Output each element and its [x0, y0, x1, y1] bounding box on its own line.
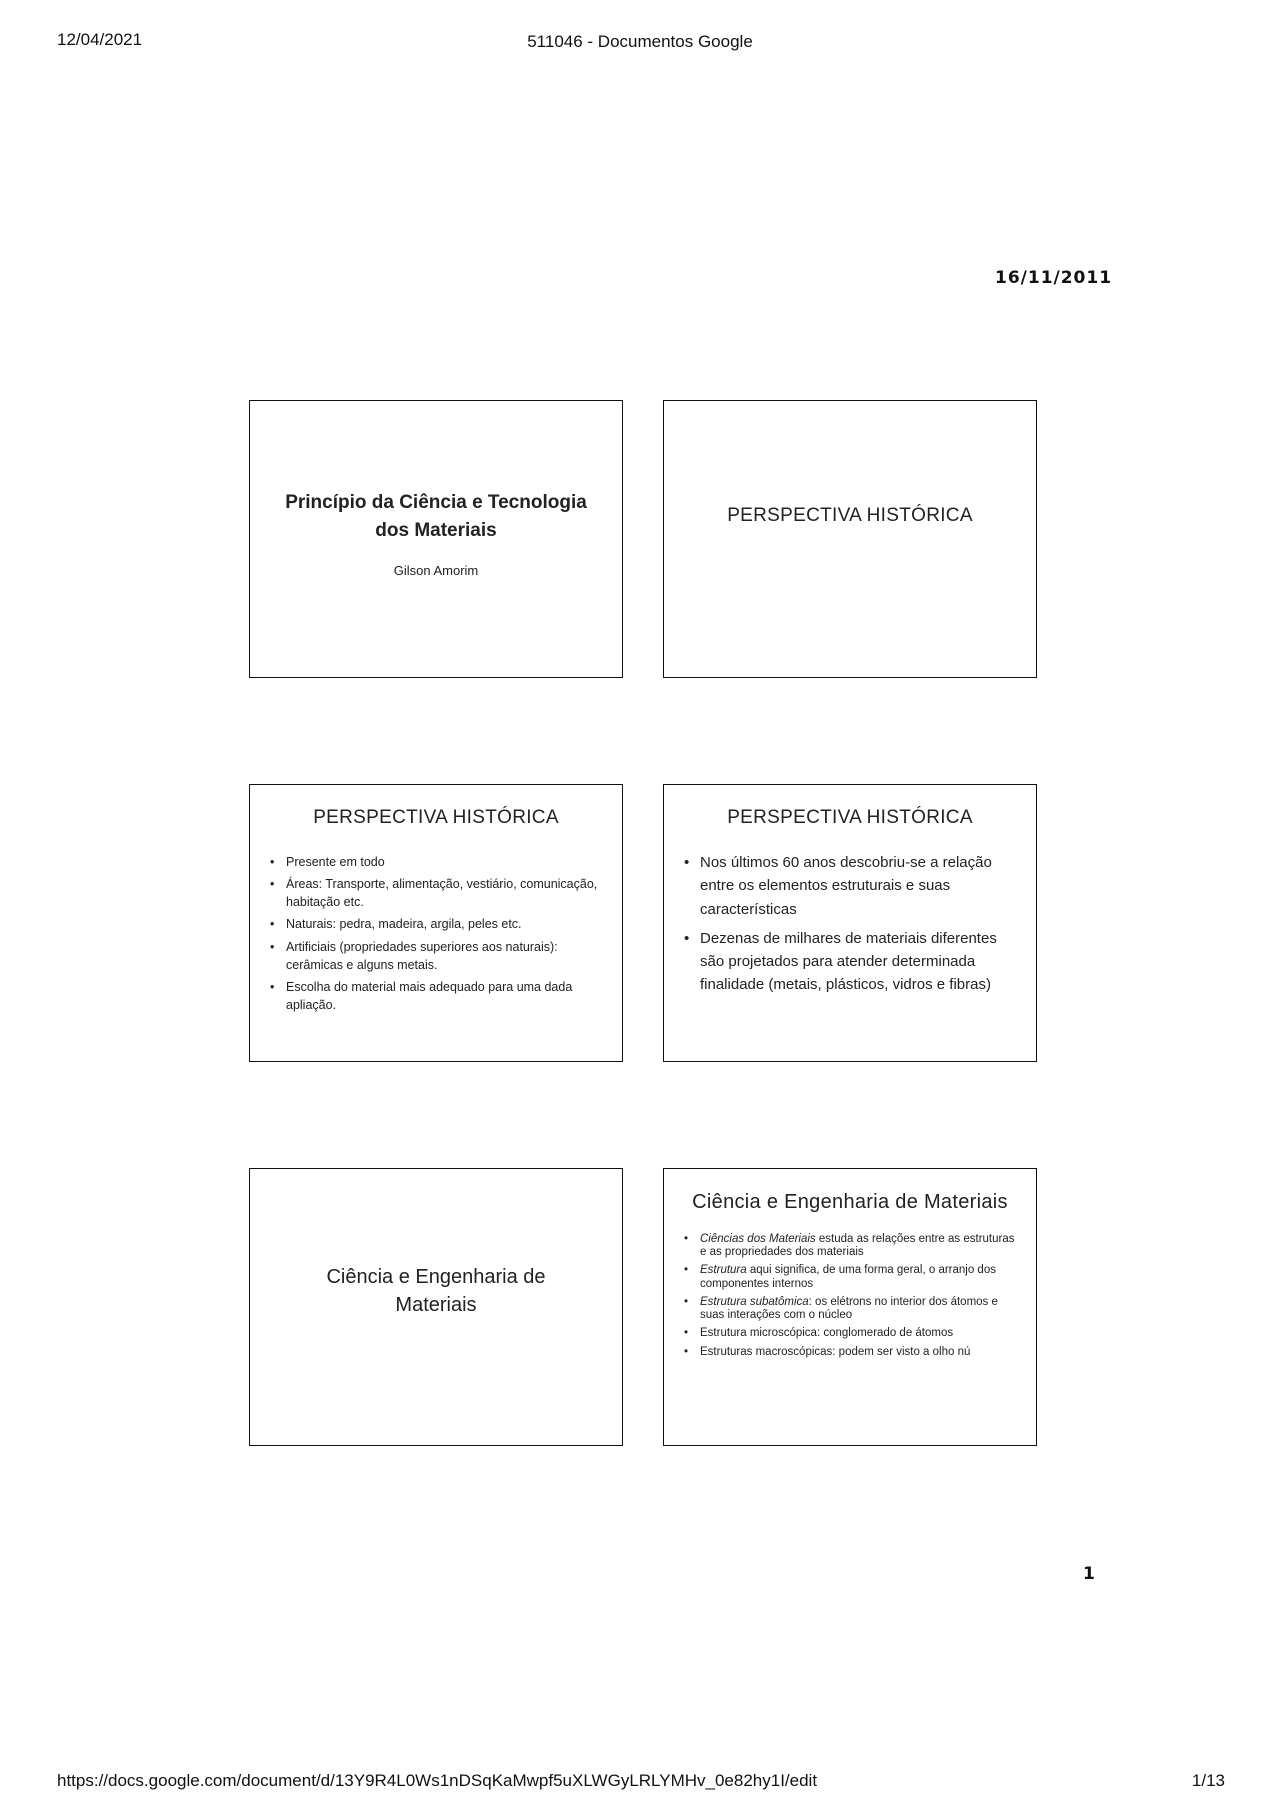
document-date: 16/11/2011 [995, 268, 1113, 288]
slide-5-title-line2: Materiais [395, 1294, 477, 1316]
slide-6-title: Ciência e Engenharia de Materiais [692, 1191, 1008, 1213]
slide-2 [663, 400, 1037, 678]
list-item-text: Estrutura microscópica: conglomerado de átomos [700, 1327, 954, 1340]
slide-5-title-line1: Ciência e Engenharia de [326, 1266, 546, 1288]
list-item: • Nos últimos 60 anos descobriu-se a relação entre os elementos estruturais e suas características [684, 851, 1014, 921]
slide-5-title [250, 1263, 622, 1319]
slide-2-title: PERSPECTIVA HISTÓRICA [727, 505, 973, 526]
list-item-emphasis: Estrutura [700, 1264, 747, 1277]
print-date: 12/04/2021 [57, 30, 143, 49]
list-item: • Áreas: Transporte, alimentação, vestiário, comunicação, habitação etc. [270, 875, 600, 911]
list-item: • Naturais: pedra, madeira, argila, peles etc. [270, 915, 600, 933]
list-item: • Artificiais (propriedades superiores aos naturais): cerâmicas e alguns metais. [270, 938, 600, 974]
list-item: • Escolha do material mais adequado para uma dada apliação. [270, 978, 600, 1014]
list-item-text: aqui significa, de uma forma geral, o arranjo dos componentes internos [700, 1264, 996, 1290]
list-item-text: estuda as relações entre as estruturas e as propriedades dos materiais [700, 1233, 1015, 1259]
slide-1-title [250, 489, 622, 544]
slide-3 [249, 784, 623, 1062]
list-item [684, 1346, 1024, 1359]
slide-1-title-line2: dos Materiais [375, 519, 497, 541]
slide-1-title-line1: Princípio da Ciência e Tecnologia [285, 492, 587, 513]
list-item: • Presente em todo [270, 853, 600, 871]
slide-1-author: Gilson Amorim [393, 563, 479, 578]
slide-5 [249, 1168, 623, 1446]
print-page-counter: 1/13 [1191, 1771, 1225, 1790]
slide-3-bullet-list [270, 853, 600, 1018]
list-item-emphasis: Estrutura subatômica [700, 1295, 809, 1308]
list-item-emphasis: Ciências dos Materiais [700, 1233, 816, 1245]
slide-4 [663, 784, 1037, 1062]
document-page-number: 1 [1083, 1564, 1095, 1584]
list-item [684, 1264, 1024, 1290]
slide-4-bullet-list [684, 851, 1014, 1003]
slide-6-bullet-list [684, 1233, 1024, 1364]
list-item [684, 1233, 1024, 1259]
slide-3-title: PERSPECTIVA HISTÓRICA [313, 807, 559, 828]
list-item-text: Estruturas macroscópicas: podem ser visto a olho nú [700, 1345, 971, 1358]
list-item [684, 1327, 1024, 1340]
slide-6 [663, 1168, 1037, 1446]
print-title: 511046 - Documentos Google [527, 32, 753, 51]
list-item: • Dezenas de milhares de materiais diferentes são projetados para atender determinada finalidade (metais, plásticos, vidros e fibras) [684, 927, 1014, 997]
list-item [684, 1296, 1024, 1322]
slide-4-title: PERSPECTIVA HISTÓRICA [727, 807, 973, 828]
list-item-text: : os elétrons no interior dos átomos e suas interações com o núcleo [700, 1295, 998, 1322]
print-url: https://docs.google.com/document/d/13Y9R4L0Ws1nDSqKaMwpf5uXLWGyLRLYMHv_0e82hy1I/edit [57, 1771, 818, 1790]
slide-1 [249, 400, 623, 678]
